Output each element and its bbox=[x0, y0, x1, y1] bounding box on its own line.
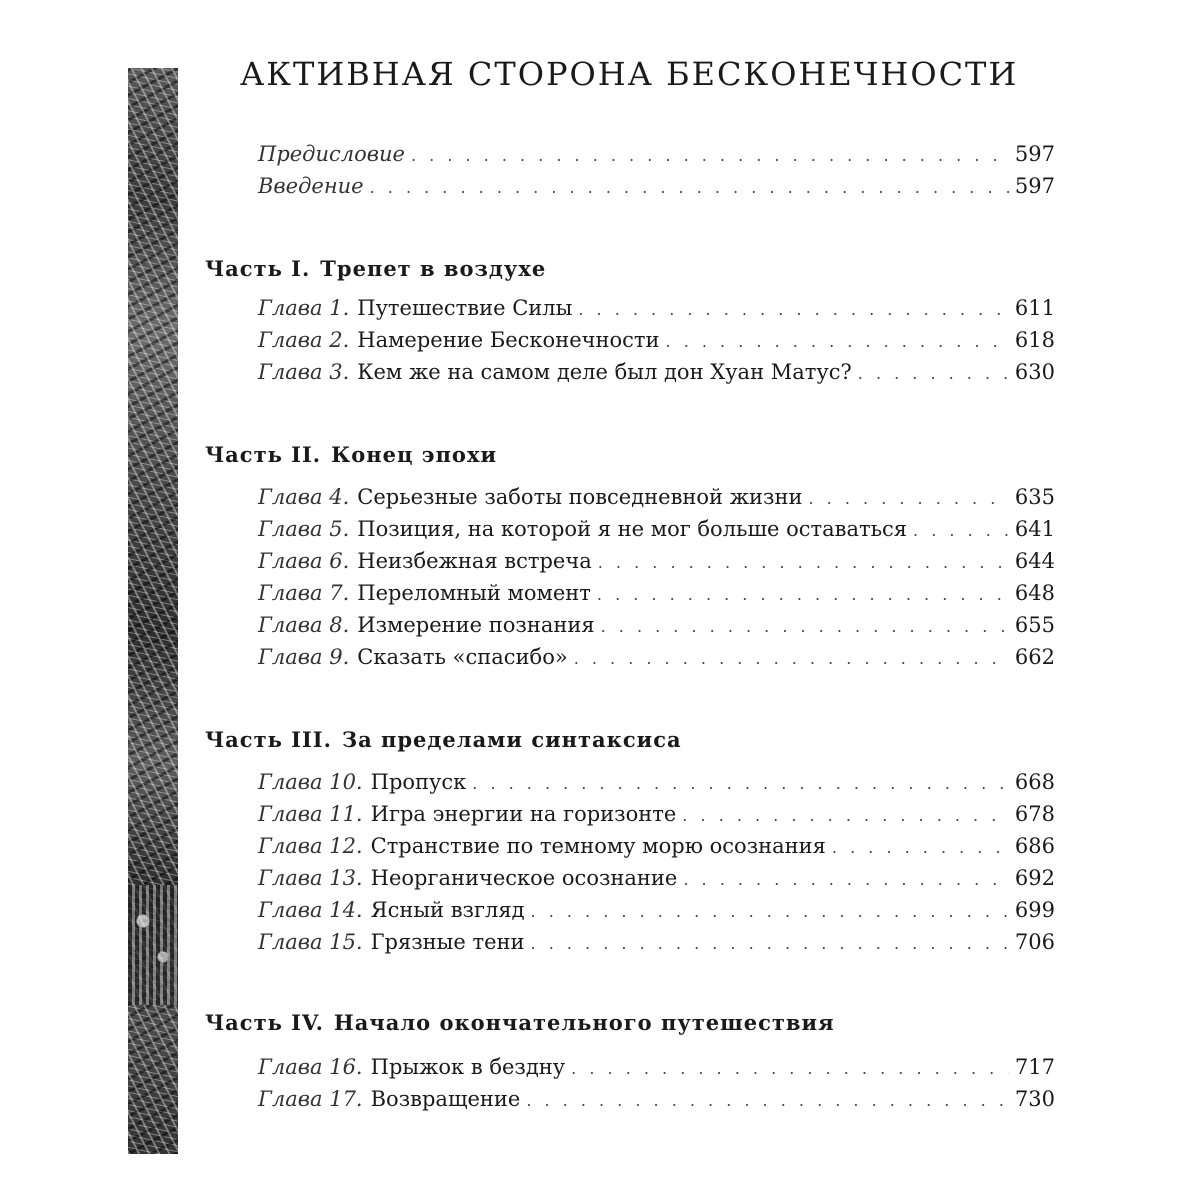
dot-leader bbox=[597, 585, 1009, 604]
entry-title: Предисловие bbox=[258, 142, 405, 166]
page-number: 648 bbox=[1014, 581, 1055, 605]
dot-leader bbox=[666, 332, 1009, 351]
toc-entry[interactable] bbox=[258, 613, 1055, 645]
part-label: Часть III. bbox=[205, 727, 332, 752]
toc-entry[interactable] bbox=[258, 485, 1055, 517]
chapter-number: Глава 16. bbox=[258, 1055, 363, 1079]
page-number: 618 bbox=[1014, 328, 1055, 352]
dot-leader bbox=[683, 870, 1009, 889]
toc-entry[interactable] bbox=[258, 328, 1055, 360]
page-number: 641 bbox=[1014, 517, 1055, 541]
page-number: 668 bbox=[1014, 770, 1055, 794]
chapter-title: Позиция, на которой я не мог больше оставаться bbox=[357, 517, 908, 541]
part-heading bbox=[205, 727, 682, 752]
chapter-title: Измерение познания bbox=[357, 613, 595, 637]
dot-leader bbox=[598, 553, 1009, 572]
toc-entry[interactable] bbox=[258, 866, 1055, 898]
chapter-number: Глава 9. bbox=[258, 645, 350, 669]
entry-title: Введение bbox=[258, 174, 364, 198]
part-title: Трепет в воздухе bbox=[320, 256, 547, 281]
chapter-number: Глава 1. bbox=[258, 296, 350, 320]
toc-entry[interactable] bbox=[258, 360, 1055, 392]
page-number: 706 bbox=[1014, 930, 1055, 954]
chapter-title: Серьезные заботы повседневной жизни bbox=[357, 485, 803, 509]
dot-leader bbox=[531, 902, 1009, 921]
dot-leader bbox=[832, 838, 1009, 857]
toc-entry[interactable] bbox=[258, 802, 1055, 834]
chapter-number: Глава 7. bbox=[258, 581, 350, 605]
part-title: Конец эпохи bbox=[331, 442, 498, 467]
chapter-number: Глава 10. bbox=[258, 770, 363, 794]
chapter-title: Неорганическое осознание bbox=[370, 866, 678, 890]
part-heading bbox=[205, 442, 497, 467]
page-number: 635 bbox=[1014, 485, 1055, 509]
toc-entry-preface[interactable] bbox=[258, 142, 1055, 174]
dot-leader bbox=[578, 300, 1009, 319]
chapter-number: Глава 14. bbox=[258, 898, 363, 922]
chapter-title: Путешествие Силы bbox=[357, 296, 573, 320]
chapter-number: Глава 17. bbox=[258, 1087, 363, 1111]
page-number: 630 bbox=[1014, 360, 1055, 384]
dot-leader bbox=[411, 146, 1009, 165]
chapter-number: Глава 15. bbox=[258, 930, 363, 954]
chapter-title: Ясный взгляд bbox=[370, 898, 525, 922]
toc-entry[interactable] bbox=[258, 581, 1055, 613]
page-number: 686 bbox=[1014, 834, 1055, 858]
part-title: Начало окончательного путешествия bbox=[333, 1010, 835, 1035]
part-label: Часть IV. bbox=[205, 1010, 324, 1035]
page-number: 597 bbox=[1014, 174, 1055, 198]
page-number: 692 bbox=[1014, 866, 1055, 890]
part-heading bbox=[205, 1010, 835, 1035]
chapter-title: Сказать «спасибо» bbox=[357, 645, 568, 669]
dot-leader bbox=[574, 649, 1009, 668]
part-label: Часть I. bbox=[205, 256, 311, 281]
dot-leader bbox=[526, 1091, 1009, 1110]
dot-leader bbox=[571, 1059, 1009, 1078]
page-title: АКТИВНАЯ СТОРОНА БЕСКОНЕЧНОСТИ bbox=[240, 55, 1019, 93]
dot-leader bbox=[370, 178, 1009, 197]
part-title: За пределами синтаксиса bbox=[341, 727, 682, 752]
chapter-number: Глава 12. bbox=[258, 834, 363, 858]
chapter-number: Глава 8. bbox=[258, 613, 350, 637]
toc-entry[interactable] bbox=[258, 898, 1055, 930]
chapter-number: Глава 3. bbox=[258, 360, 350, 384]
chapter-title: Возвращение bbox=[370, 1087, 521, 1111]
chapter-number: Глава 6. bbox=[258, 549, 350, 573]
chapter-title: Странствие по темному морю осознания bbox=[370, 834, 826, 858]
chapter-number: Глава 13. bbox=[258, 866, 363, 890]
toc-entry[interactable] bbox=[258, 517, 1055, 549]
dot-leader bbox=[858, 364, 1009, 383]
dot-leader bbox=[809, 489, 1009, 508]
chapter-number: Глава 11. bbox=[258, 802, 363, 826]
page-number: 611 bbox=[1014, 296, 1055, 320]
toc-entry[interactable] bbox=[258, 1087, 1055, 1119]
chapter-title: Неизбежная встреча bbox=[357, 549, 592, 573]
page-number: 730 bbox=[1014, 1087, 1055, 1111]
dot-leader bbox=[913, 521, 1009, 540]
chapter-title: Намерение Бесконечности bbox=[357, 328, 660, 352]
dot-leader bbox=[531, 934, 1009, 953]
page-number: 644 bbox=[1014, 549, 1055, 573]
dot-leader bbox=[472, 774, 1009, 793]
chapter-number: Глава 4. bbox=[258, 485, 350, 509]
chapter-title: Переломный момент bbox=[357, 581, 591, 605]
toc-entry[interactable] bbox=[258, 549, 1055, 581]
toc-entry[interactable] bbox=[258, 645, 1055, 677]
page-number: 717 bbox=[1014, 1055, 1055, 1079]
part-heading bbox=[205, 256, 546, 281]
chapter-title: Игра энергии на горизонте bbox=[370, 802, 677, 826]
chapter-title: Грязные тени bbox=[370, 930, 525, 954]
chapter-number: Глава 5. bbox=[258, 517, 350, 541]
toc-entry[interactable] bbox=[258, 834, 1055, 866]
decorative-ornament bbox=[128, 885, 178, 1005]
toc-entry[interactable] bbox=[258, 1055, 1055, 1087]
chapter-number: Глава 2. bbox=[258, 328, 350, 352]
chapter-title: Кем же на самом деле был дон Хуан Матус? bbox=[357, 360, 852, 384]
page-number: 655 bbox=[1014, 613, 1055, 637]
page-number: 699 bbox=[1014, 898, 1055, 922]
page-number: 662 bbox=[1014, 645, 1055, 669]
dot-leader bbox=[601, 617, 1009, 636]
toc-entry[interactable] bbox=[258, 930, 1055, 962]
toc-entry-introduction[interactable] bbox=[258, 174, 1055, 206]
chapter-title: Пропуск bbox=[370, 770, 467, 794]
page-number: 597 bbox=[1014, 142, 1055, 166]
toc-entry[interactable] bbox=[258, 296, 1055, 328]
chapter-title: Прыжок в бездну bbox=[370, 1055, 566, 1079]
page-number: 678 bbox=[1014, 802, 1055, 826]
toc-entry[interactable] bbox=[258, 770, 1055, 802]
part-label: Часть II. bbox=[205, 442, 322, 467]
dot-leader bbox=[682, 806, 1009, 825]
